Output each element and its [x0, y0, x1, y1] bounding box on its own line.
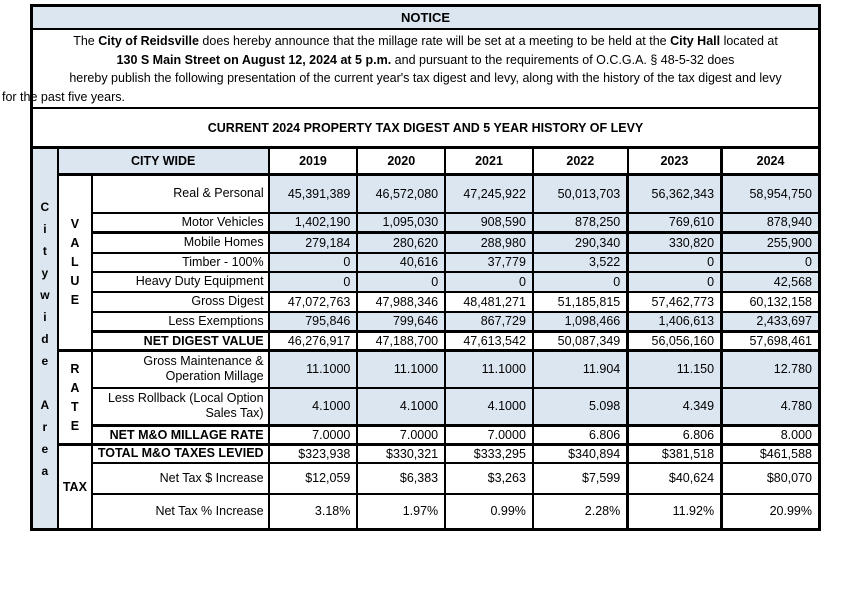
notice-text-segment-bold: 130 S Main Street on August 12, 2024 at 5 p.m. — [116, 52, 392, 67]
year-header-2019: 2019 — [269, 148, 358, 175]
table-row — [32, 332, 820, 351]
value-cell: 47,988,346 — [357, 292, 445, 312]
notice-text-segment: does hereby announce that the millage rate will be set at a meeting to be held at the — [198, 34, 671, 48]
notice-document — [2, 4, 821, 531]
value-cell: 878,250 — [533, 213, 628, 233]
value-cell: $333,295 — [445, 445, 533, 463]
table-title: CURRENT 2024 PROPERTY TAX DIGEST AND 5 YEAR HISTORY OF LEVY — [207, 120, 644, 135]
value-cell: 47,072,763 — [269, 292, 358, 312]
value-cell: 330,820 — [628, 233, 722, 253]
value-cell: 4.349 — [628, 388, 722, 426]
value-cell: 280,620 — [357, 233, 445, 253]
year-header-2021: 2021 — [445, 148, 533, 175]
value-cell: 7.0000 — [357, 426, 445, 445]
row-label-cell: Less Rollback (Local Option Sales Tax) — [92, 388, 269, 426]
value-cell: $40,624 — [628, 463, 722, 494]
city-wide-header-cell: CITY WIDE — [58, 148, 269, 175]
value-cell: 11.1000 — [269, 351, 358, 388]
value-cell: 5.098 — [533, 388, 628, 426]
value-cell: 11.92% — [628, 494, 722, 530]
value-cell: 20.99% — [722, 494, 820, 530]
value-cell: 0 — [628, 272, 722, 292]
notice-text-segment: for the past five years. — [2, 89, 125, 104]
value-cell: $6,383 — [357, 463, 445, 494]
table-row — [32, 233, 820, 253]
value-cell: 58,954,750 — [722, 175, 820, 213]
row-label-cell: Gross Maintenance & Operation Millage — [92, 351, 269, 388]
citywide-area-vertical-label: C i t y w i d e A r e a — [32, 148, 58, 530]
year-header-2023: 2023 — [628, 148, 722, 175]
year-header-2020: 2020 — [357, 148, 445, 175]
value-cell: 878,940 — [722, 213, 820, 233]
value-cell: $3,263 — [445, 463, 533, 494]
table-row — [32, 272, 820, 292]
value-cell: 57,698,461 — [722, 332, 820, 351]
value-cell: 48,481,271 — [445, 292, 533, 312]
value-cell: 4.1000 — [445, 388, 533, 426]
value-cell: 46,572,080 — [357, 175, 445, 213]
row-label-cell: Gross Digest — [92, 292, 269, 312]
notice-text-segment: and pursuant to the requirements of O.C.G.A. § 48-5-32 does — [391, 52, 735, 67]
section-label-tax: TAX — [58, 445, 92, 530]
value-cell: 0 — [269, 253, 358, 272]
row-label-cell: Less Exemptions — [92, 312, 269, 332]
value-cell: $323,938 — [269, 445, 358, 463]
value-cell: 7.0000 — [445, 426, 533, 445]
section-label-rate: R A T E — [58, 351, 92, 445]
value-cell: 4.1000 — [357, 388, 445, 426]
year-header-2022: 2022 — [533, 148, 628, 175]
value-cell: 4.1000 — [269, 388, 358, 426]
value-cell: 2.28% — [533, 494, 628, 530]
notice-text-segment-bold: City Hall — [670, 34, 721, 48]
value-cell: $461,588 — [722, 445, 820, 463]
value-cell: 11.1000 — [445, 351, 533, 388]
value-cell: 0.99% — [445, 494, 533, 530]
value-cell: 1,406,613 — [628, 312, 722, 332]
value-cell: $7,599 — [533, 463, 628, 494]
value-cell: 11.1000 — [357, 351, 445, 388]
table-row — [32, 426, 820, 445]
table-row — [32, 175, 820, 213]
value-cell: 0 — [628, 253, 722, 272]
year-header-2024: 2024 — [722, 148, 820, 175]
value-cell: $330,321 — [357, 445, 445, 463]
value-cell: 56,056,160 — [628, 332, 722, 351]
value-cell: 908,590 — [445, 213, 533, 233]
value-cell: 1,098,466 — [533, 312, 628, 332]
value-cell: 795,846 — [269, 312, 358, 332]
value-cell: $12,059 — [269, 463, 358, 494]
value-cell: 46,276,917 — [269, 332, 358, 351]
value-cell: 1.97% — [357, 494, 445, 530]
value-cell: $381,518 — [628, 445, 722, 463]
row-label-cell: Timber - 100% — [92, 253, 269, 272]
value-cell: 60,132,158 — [722, 292, 820, 312]
value-cell: 6.806 — [628, 426, 722, 445]
value-cell: 51,185,815 — [533, 292, 628, 312]
value-cell: 56,362,343 — [628, 175, 722, 213]
value-cell: 6.806 — [533, 426, 628, 445]
table-row — [32, 494, 820, 530]
value-cell: 47,188,700 — [357, 332, 445, 351]
value-cell: 11.904 — [533, 351, 628, 388]
row-label-cell: Net Tax % Increase — [92, 494, 269, 530]
value-cell: 4.780 — [722, 388, 820, 426]
section-label-value: V A L U E — [58, 175, 92, 351]
value-cell: $80,070 — [722, 463, 820, 494]
value-cell: 45,391,389 — [269, 175, 358, 213]
table-header-row — [32, 148, 820, 175]
value-cell: 8.000 — [722, 426, 820, 445]
notice-text-segment-bold: City of Reidsville — [98, 34, 199, 48]
row-label-cell: Real & Personal — [92, 175, 269, 213]
notice-line-4 — [2, 88, 818, 107]
value-cell: 40,616 — [357, 253, 445, 272]
value-cell: 2,433,697 — [722, 312, 820, 332]
row-label-cell: Heavy Duty Equipment — [92, 272, 269, 292]
notice-line-3 — [33, 69, 818, 88]
notice-paragraph — [2, 30, 818, 109]
row-label-cell: NET M&O MILLAGE RATE — [92, 426, 269, 445]
notice-header-label: NOTICE — [400, 10, 451, 25]
notice-text-segment: hereby publish the following presentation of the current year's tax digest and levy, along with the history of the tax digest and levy — [69, 71, 782, 85]
table-row — [32, 445, 820, 463]
row-label-cell: Motor Vehicles — [92, 213, 269, 233]
value-cell: 0 — [269, 272, 358, 292]
value-cell: 1,402,190 — [269, 213, 358, 233]
table-row — [32, 292, 820, 312]
value-cell: 288,980 — [445, 233, 533, 253]
notice-top-section — [2, 4, 821, 146]
notice-text-segment: located at — [720, 34, 778, 48]
value-cell: 7.0000 — [269, 426, 358, 445]
notice-line-2 — [33, 51, 818, 70]
table-row — [32, 312, 820, 332]
tax-digest-table — [30, 146, 821, 531]
row-label-cell: NET DIGEST VALUE — [92, 332, 269, 351]
value-cell: 255,900 — [722, 233, 820, 253]
value-cell: 0 — [445, 272, 533, 292]
value-cell: 3,522 — [533, 253, 628, 272]
table-row — [32, 213, 820, 233]
value-cell: 42,568 — [722, 272, 820, 292]
notice-text-segment: The — [73, 34, 99, 48]
value-cell: 769,610 — [628, 213, 722, 233]
row-label-cell: Net Tax $ Increase — [92, 463, 269, 494]
row-label-cell: TOTAL M&O TAXES LEVIED — [92, 445, 269, 463]
value-cell: 290,340 — [533, 233, 628, 253]
value-cell: 47,245,922 — [445, 175, 533, 213]
value-cell: 279,184 — [269, 233, 358, 253]
value-cell: 0 — [357, 272, 445, 292]
table-row — [32, 351, 820, 388]
value-cell: 47,613,542 — [445, 332, 533, 351]
value-cell: 12.780 — [722, 351, 820, 388]
value-cell: 11.150 — [628, 351, 722, 388]
table-row — [32, 253, 820, 272]
row-label-cell: Mobile Homes — [92, 233, 269, 253]
value-cell: 50,087,349 — [533, 332, 628, 351]
value-cell: 799,646 — [357, 312, 445, 332]
value-cell: 3.18% — [269, 494, 358, 530]
value-cell: 57,462,773 — [628, 292, 722, 312]
value-cell: 0 — [722, 253, 820, 272]
value-cell: $340,894 — [533, 445, 628, 463]
value-cell: 37,779 — [445, 253, 533, 272]
notice-header-bar — [33, 7, 818, 30]
table-row — [32, 463, 820, 494]
value-cell: 1,095,030 — [357, 213, 445, 233]
value-cell: 50,013,703 — [533, 175, 628, 213]
value-cell: 0 — [533, 272, 628, 292]
table-row — [32, 388, 820, 426]
notice-line-1 — [33, 32, 818, 51]
value-cell: 867,729 — [445, 312, 533, 332]
table-title-bar — [33, 109, 818, 146]
